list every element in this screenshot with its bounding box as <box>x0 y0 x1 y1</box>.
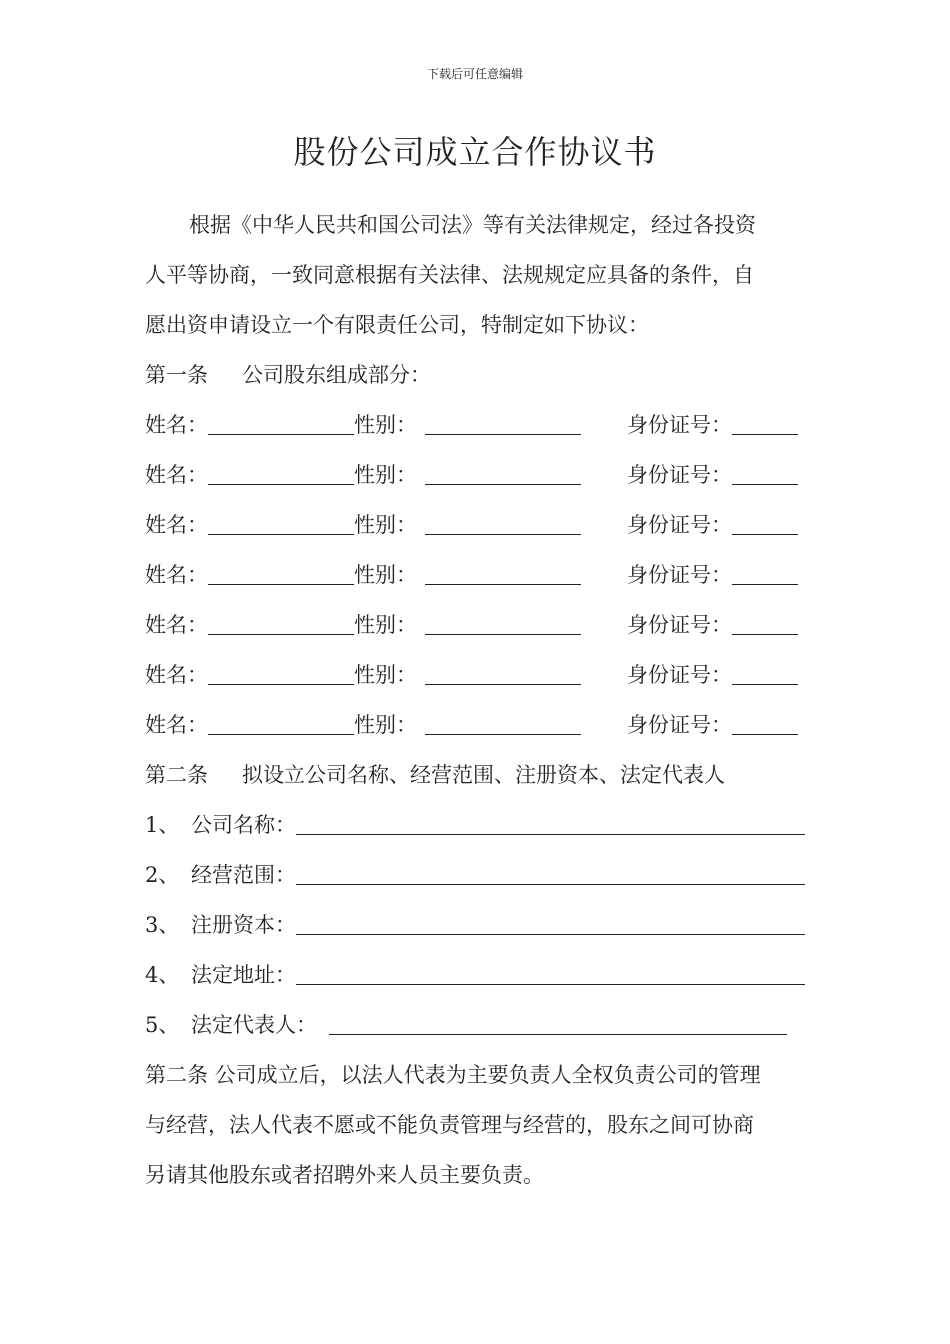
registered-capital-row <box>145 900 805 950</box>
shareholder-row <box>145 500 805 550</box>
preamble-line-2: 人平等协商，一致同意根据有关法律、法规规定应具备的条件，自 <box>145 263 754 287</box>
gender-label: 性别： <box>354 663 417 687</box>
gender-label: 性别： <box>354 463 417 487</box>
gender-blank[interactable] <box>425 484 581 485</box>
name-label: 姓名： <box>145 513 208 537</box>
company-name-row <box>145 800 805 850</box>
legal-address-row <box>145 950 805 1000</box>
id-label: 身份证号： <box>627 413 732 437</box>
legal-address-label: 法定地址： <box>191 963 296 987</box>
id-blank[interactable] <box>732 584 798 585</box>
item-number: 1、 <box>145 813 180 837</box>
gender-blank[interactable] <box>425 734 581 735</box>
document-title: 股份公司成立合作协议书 <box>293 133 657 171</box>
business-scope-label: 经营范围： <box>191 863 296 887</box>
article-3-line-3: 另请其他股东或者招聘外来人员主要负责。 <box>145 1163 544 1187</box>
company-name-label: 公司名称： <box>191 813 296 837</box>
gender-blank[interactable] <box>425 434 581 435</box>
name-blank[interactable] <box>208 434 354 435</box>
name-label: 姓名： <box>145 613 208 637</box>
document-body <box>145 200 805 1200</box>
shareholder-row <box>145 400 805 450</box>
article-3-line-2: 与经营，法人代表不愿或不能负责管理与经营的，股东之间可协商 <box>145 1113 754 1137</box>
name-blank[interactable] <box>208 584 354 585</box>
id-label: 身份证号： <box>627 513 732 537</box>
header-note: 下载后可任意编辑 <box>426 67 523 81</box>
shareholder-row <box>145 600 805 650</box>
id-label: 身份证号： <box>627 563 732 587</box>
id-blank[interactable] <box>732 434 798 435</box>
name-blank[interactable] <box>208 634 354 635</box>
article-3-line-1: 第二条 公司成立后，以法人代表为主要负责人全权负责公司的管理 <box>145 1063 761 1087</box>
id-blank[interactable] <box>732 484 798 485</box>
preamble-line-1: 根据《中华人民共和国公司法》等有关法律规定，经过各投资 <box>189 213 756 237</box>
id-blank[interactable] <box>732 634 798 635</box>
article-2-title: 拟设立公司名称、经营范围、注册资本、法定代表人 <box>242 763 725 787</box>
item-number: 5、 <box>145 1013 180 1037</box>
gender-blank[interactable] <box>425 684 581 685</box>
gender-blank[interactable] <box>425 584 581 585</box>
gender-blank[interactable] <box>425 634 581 635</box>
item-number: 3、 <box>145 913 180 937</box>
name-label: 姓名： <box>145 463 208 487</box>
name-blank[interactable] <box>208 484 354 485</box>
company-name-blank[interactable] <box>296 834 805 835</box>
id-label: 身份证号： <box>627 463 732 487</box>
name-blank[interactable] <box>208 684 354 685</box>
id-blank[interactable] <box>732 684 798 685</box>
id-label: 身份证号： <box>627 613 732 637</box>
business-scope-row <box>145 850 805 900</box>
gender-label: 性别： <box>354 613 417 637</box>
article-1-title: 公司股东组成部分： <box>242 363 431 387</box>
article-1-label: 第一条 <box>145 363 208 387</box>
id-label: 身份证号： <box>627 713 732 737</box>
business-scope-blank[interactable] <box>296 884 805 885</box>
article-2-heading <box>145 750 805 800</box>
name-blank[interactable] <box>208 534 354 535</box>
shareholder-row <box>145 700 805 750</box>
legal-representative-blank[interactable] <box>329 1034 787 1035</box>
id-label: 身份证号： <box>627 663 732 687</box>
name-label: 姓名： <box>145 563 208 587</box>
name-label: 姓名： <box>145 413 208 437</box>
preamble-line-3: 愿出资申请设立一个有限责任公司，特制定如下协议： <box>145 313 649 337</box>
item-number: 4、 <box>145 963 180 987</box>
legal-representative-label: 法定代表人： <box>191 1013 317 1037</box>
article-1-heading <box>145 350 805 400</box>
gender-label: 性别： <box>354 513 417 537</box>
id-blank[interactable] <box>732 734 798 735</box>
shareholder-row <box>145 550 805 600</box>
id-blank[interactable] <box>732 534 798 535</box>
legal-representative-row <box>145 1000 805 1050</box>
registered-capital-label: 注册资本： <box>191 913 296 937</box>
article-2-label: 第二条 <box>145 763 208 787</box>
name-blank[interactable] <box>208 734 354 735</box>
item-number: 2、 <box>145 863 180 887</box>
registered-capital-blank[interactable] <box>296 934 805 935</box>
gender-label: 性别： <box>354 563 417 587</box>
shareholder-row <box>145 450 805 500</box>
shareholder-row <box>145 650 805 700</box>
legal-address-blank[interactable] <box>296 984 805 985</box>
gender-label: 性别： <box>354 413 417 437</box>
name-label: 姓名： <box>145 663 208 687</box>
gender-blank[interactable] <box>425 534 581 535</box>
gender-label: 性别： <box>354 713 417 737</box>
name-label: 姓名： <box>145 713 208 737</box>
